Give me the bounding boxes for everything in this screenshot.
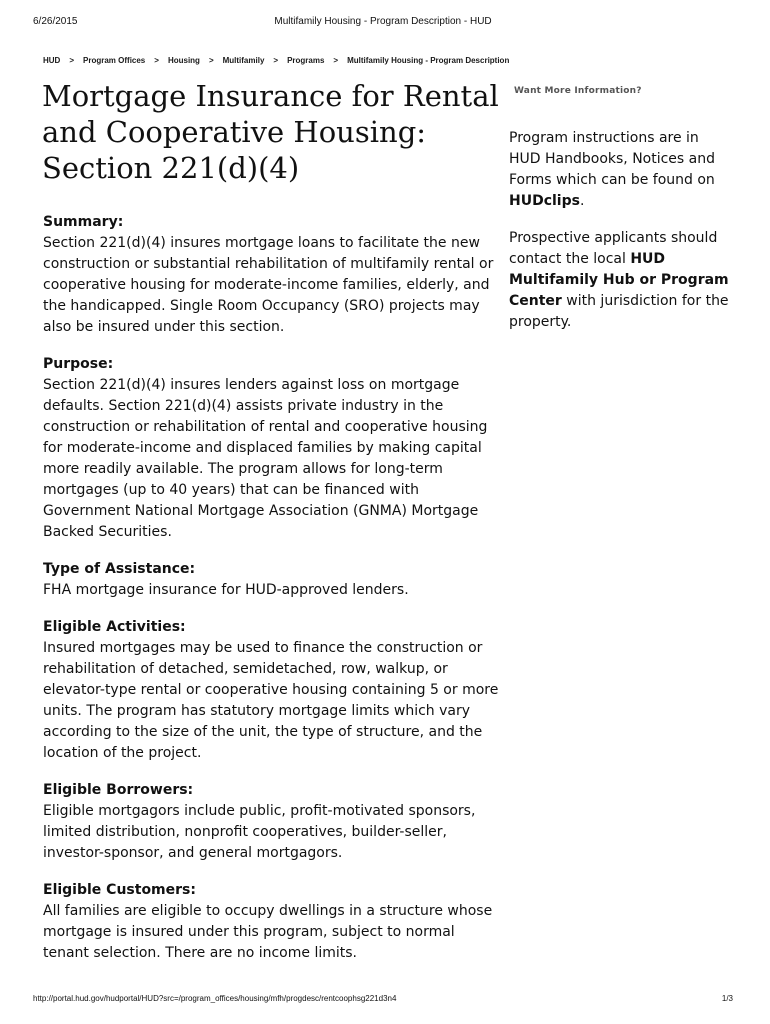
summary-heading: Summary: xyxy=(43,214,124,230)
eligible-borrowers-heading: Eligible Borrowers: xyxy=(43,782,194,798)
breadcrumb-separator: > xyxy=(273,56,279,65)
type-of-assistance-section xyxy=(43,559,503,601)
breadcrumb-separator: > xyxy=(69,56,75,65)
sidebar-contact-suffix: with jurisdiction for the property. xyxy=(509,293,729,330)
summary-section xyxy=(43,212,503,338)
breadcrumb-current: Multifamily Housing - Program Description xyxy=(347,56,510,65)
summary-text: Section 221(d)(4) insures mortgage loans to facilitate the new construction or substantial rehabilitation of multifamily rental or cooperative housing for moderate-income families, elderly, and the handicapped. Single Room Occupancy (SRO) projects may also be insured under this section. xyxy=(43,235,494,335)
eligible-activities-heading: Eligible Activities: xyxy=(43,619,186,635)
print-url: http://portal.hud.gov/hudportal/HUD?src=/program_offices/housing/mfh/progdesc/rentcoophsg221d3n4 xyxy=(33,994,397,1003)
eligible-customers-section xyxy=(43,880,503,964)
sidebar-contact-prefix: Prospective applicants should contact the local xyxy=(509,230,718,267)
hudclips-link[interactable]: HUDclips xyxy=(509,193,580,209)
purpose-section xyxy=(43,354,503,543)
purpose-text: Section 221(d)(4) insures lenders against loss on mortgage defaults. Section 221(d)(4) assists private industry in the construction or rehabilitation of rental and cooperative housing for moderate-income and displaced families by making capital more readily available. The program allows for long-term mortgages (up to 40 years) that can be financed with Government National Mortgage Association (GNMA) Mortgage Backed Securities. xyxy=(43,377,488,540)
sidebar-heading: Want More Information? xyxy=(514,86,642,96)
breadcrumb-separator: > xyxy=(154,56,159,65)
eligible-borrowers-section xyxy=(43,780,503,864)
print-page-title: Multifamily Housing - Program Description - HUD xyxy=(274,16,492,27)
breadcrumb-hud[interactable]: HUD xyxy=(43,56,61,65)
breadcrumb-program-offices[interactable]: Program Offices xyxy=(83,56,146,65)
print-date: 6/26/2015 xyxy=(33,16,78,27)
sidebar-instructions-text xyxy=(509,128,731,212)
sidebar-instructions-suffix: . xyxy=(579,193,585,209)
more-information-sidebar xyxy=(509,86,731,349)
print-header xyxy=(33,16,733,30)
eligible-activities-text: Insured mortgages may be used to finance the construction or rehabilitation of detached, semidetached, row, walkup, or elevator-type rental or cooperative housing containing 5 or more units. The program has statutory mortgage limits which vary according to the size of the unit, the type of structure, and the location of the project. xyxy=(43,640,499,761)
multifamily-hub-link[interactable]: HUD Multifamily Hub or Program Center xyxy=(509,251,729,309)
breadcrumb-separator: > xyxy=(208,56,214,65)
breadcrumb-housing[interactable]: Housing xyxy=(167,56,200,65)
eligible-activities-section xyxy=(43,617,503,764)
page-title: Mortgage Insurance for Rental and Cooperative Housing: Section 221(d)(4) xyxy=(42,79,499,185)
page-number: 1/3 xyxy=(721,994,733,1003)
purpose-heading: Purpose: xyxy=(43,356,114,372)
breadcrumb-multifamily[interactable]: Multifamily xyxy=(222,56,265,65)
sidebar-instructions-prefix: Program instructions are in HUD Handbooks, Notices and Forms which can be found on xyxy=(509,130,716,188)
eligible-borrowers-text: Eligible mortgagors include public, profit-motivated sponsors, limited distribution, nonprofit cooperatives, builder-seller, investor-sponsor, and general mortgagors. xyxy=(43,803,476,861)
sidebar-contact-text xyxy=(509,228,731,333)
program-description xyxy=(43,212,503,980)
breadcrumb-programs[interactable]: Programs xyxy=(287,56,325,65)
eligible-customers-heading: Eligible Customers: xyxy=(43,882,196,898)
type-of-assistance-text: FHA mortgage insurance for HUD-approved lenders. xyxy=(43,582,409,598)
eligible-customers-text: All families are eligible to occupy dwellings in a structure whose mortgage is insured under this program, subject to normal tenant selection. There are no income limits. xyxy=(43,903,493,961)
type-of-assistance-heading: Type of Assistance: xyxy=(43,561,196,577)
breadcrumb-separator: > xyxy=(333,56,339,65)
print-footer xyxy=(33,994,733,1008)
breadcrumb xyxy=(43,56,603,65)
